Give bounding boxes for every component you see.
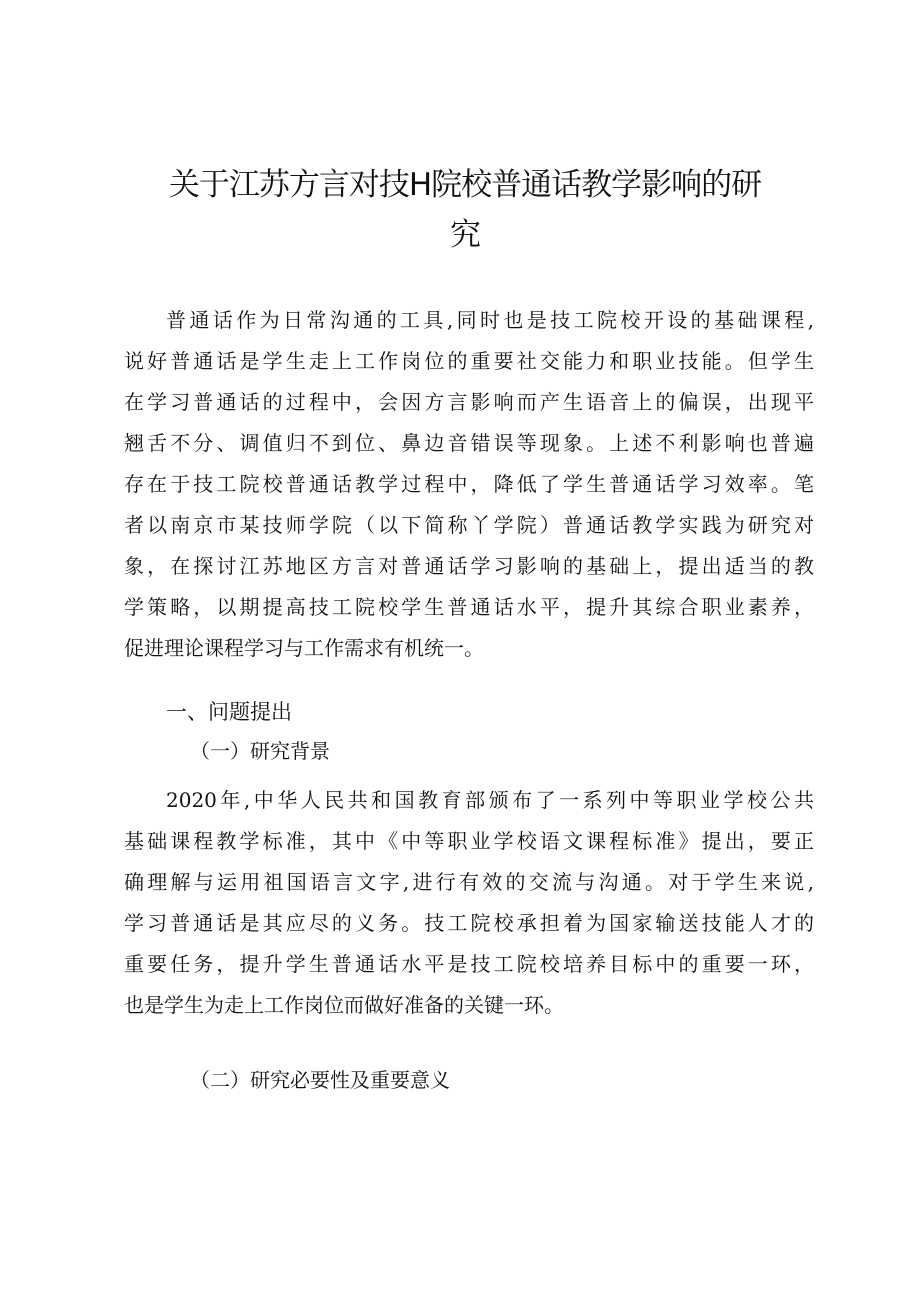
paragraph-line: 在学习普通话的过程中，会因方言影响而产生语音上的偏误，出现平 bbox=[124, 390, 814, 414]
paragraph-line: 说好普通话是学生走上工作岗位的重要社交能力和职业技能。但学生 bbox=[124, 349, 814, 373]
intro-paragraph bbox=[124, 300, 814, 669]
paragraph-line: 重要任务，提升学生普通话水平是技工院校培养目标中的重要一环， bbox=[124, 952, 814, 976]
paragraph-line: 普通话作为日常沟通的工具,同时也是技工院校开设的基础课程, bbox=[166, 308, 814, 332]
paragraph-line: 基础课程教学标准，其中《中等职业学校语文课程标准》提出，要正 bbox=[124, 829, 814, 853]
title-line: 究 bbox=[450, 217, 480, 253]
paragraph-line: 翘舌不分、调值归不到位、鼻边音错误等现象。上述不利影响也普遍 bbox=[124, 431, 814, 455]
background-paragraph bbox=[124, 780, 814, 1026]
paragraph-line: 也是学生为走上工作岗位而做好准备的关键一环。 bbox=[124, 993, 564, 1017]
section-heading: 一、问题提出 bbox=[166, 700, 292, 724]
paragraph-line: 2020年,中华人民共和国教育部颁布了一系列中等职业学校公共 bbox=[166, 788, 814, 812]
title-line: 关于江苏方言对技H院校普通话教学影响的研 bbox=[168, 167, 762, 203]
paragraph-line: 存在于技工院校普通话教学过程中，降低了学生普通话学习效率。笔 bbox=[124, 472, 814, 496]
paragraph-line: 确理解与运用祖国语言文字,进行有效的交流与沟通。对于学生来说, bbox=[124, 870, 814, 894]
paragraph-line: 学习普通话是其应尽的义务。技工院校承担着为国家输送技能人才的 bbox=[124, 911, 814, 935]
document-title bbox=[150, 160, 780, 260]
paragraph-line: 学策略，以期提高技工院校学生普通话水平，提升其综合职业素养， bbox=[124, 595, 814, 619]
paragraph-line: 象，在探讨江苏地区方言对普通话学习影响的基础上，提出适当的教 bbox=[124, 554, 814, 578]
subsection-heading: （二）研究必要性及重要意义 bbox=[190, 1068, 450, 1092]
subsection-heading: （一）研究背景 bbox=[190, 739, 330, 763]
paragraph-line: 者以南京市某技师学院（以下简称丫学院）普通话教学实践为研究对 bbox=[124, 513, 814, 537]
paragraph-line: 促进理论课程学习与工作需求有机统一。 bbox=[124, 636, 484, 660]
